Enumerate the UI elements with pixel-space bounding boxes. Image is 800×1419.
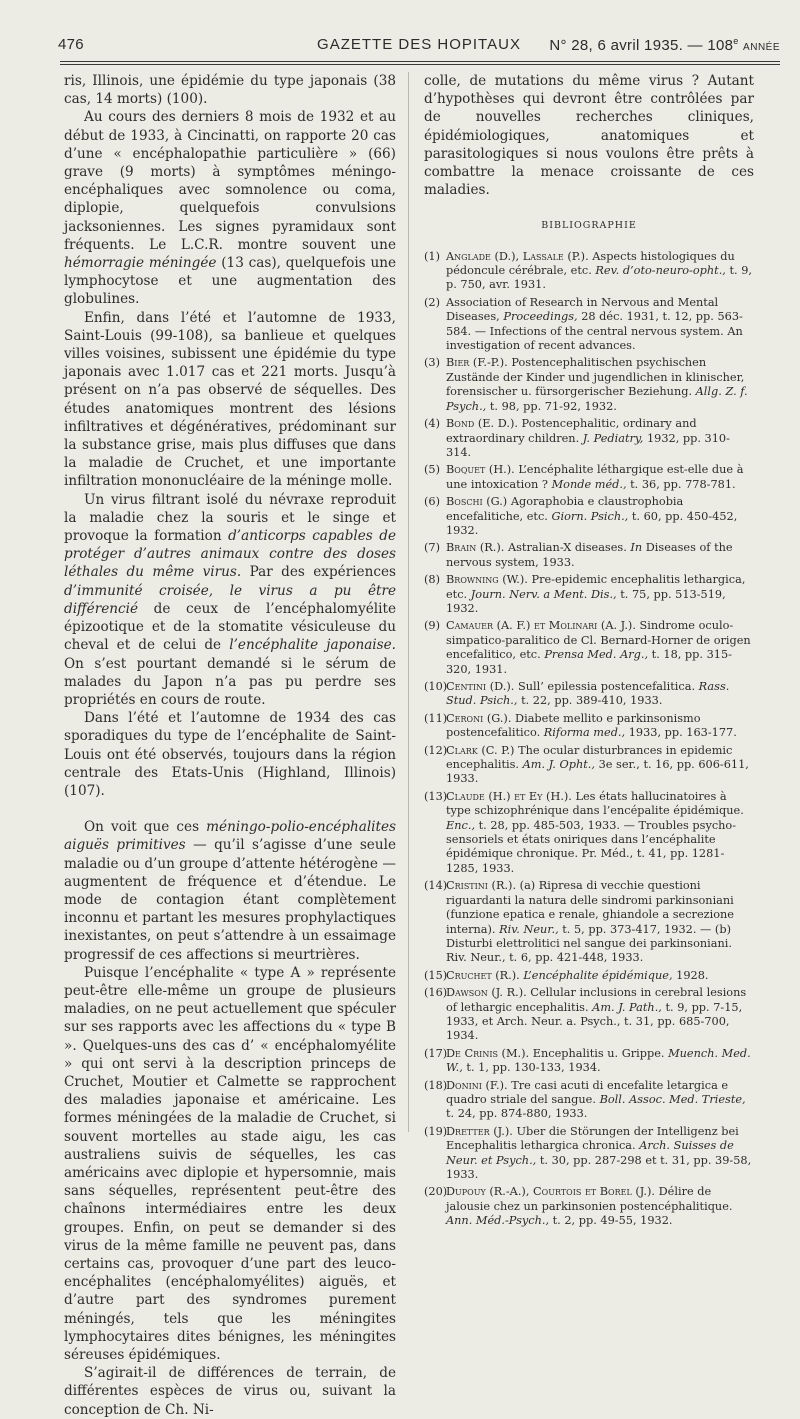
paragraph <box>64 818 396 964</box>
paragraph: colle, de mutations du même virus ? Autant d’hypothèses qui devront être contrôlées par de nouvelles recherches cliniques, épidémiologiques, anatomiques et parasitologiques si nous voulons être prêts à combattre la menace croissante de ces maladies. <box>424 73 754 199</box>
reference-source: Enc., <box>446 818 476 832</box>
emphasis: hémorragie méningée <box>64 255 217 272</box>
reference-source: Am. J. Path., <box>592 1000 662 1014</box>
reference-details: 1932, pp. 310-314. <box>446 431 730 459</box>
reference-title: Encephalitis u. Grippe. <box>532 1046 665 1060</box>
reference-details: 1928. <box>676 968 709 982</box>
reference-authors: Camauer (A. F.) et Molinari (A. J.). <box>446 619 636 633</box>
reference-item <box>424 417 754 460</box>
reference-item <box>424 356 754 414</box>
reference-item <box>424 619 754 677</box>
paragraph <box>64 491 396 709</box>
reference-authors: Cruchet (R.). <box>446 968 520 982</box>
reference-item <box>424 573 754 616</box>
reference-source: Am. J. Opht., <box>522 758 595 772</box>
reference-title: Postencephalitischen psychischen Zustände der Kinder und jugendlichen in klinischer, forensischer u. fürsorgerischer Beziehung. <box>446 356 745 399</box>
reference-number: (9) <box>424 619 441 633</box>
reference-title: Sindrome oculo-simpatico-paralitico de Cl. Bernard-Horner de origen encefalitico, etc. <box>446 619 751 662</box>
reference-authors: Brain (R.). <box>446 541 505 555</box>
reference-details: t. 1, pp. 130-133, 1934. <box>466 1061 601 1075</box>
reference-title: The ocular disturbrances in epidemic encephalitis. <box>446 743 733 772</box>
reference-source: Riv. Neur., <box>499 922 559 936</box>
reference-authors: Bier (F.-P.). <box>446 356 508 370</box>
reference-source: Giorn. Psich., <box>551 509 629 523</box>
reference-details: t. 24, pp. 874-880, 1933. <box>446 1107 588 1121</box>
reference-number: (10) <box>424 680 448 693</box>
paragraph <box>64 108 396 308</box>
emphasis: d’immunité croisée, le virus a pu être différencié <box>64 582 396 617</box>
reference-source: Ann. Méd.-Psych., <box>446 1214 550 1228</box>
reference-title: Astralian-X diseases. <box>507 541 627 555</box>
reference-list <box>424 250 754 1229</box>
reference-title: L’encéphalite léthargique est-elle due à une intoxication ? <box>446 463 744 491</box>
left-column <box>64 72 396 1419</box>
reference-number: (2) <box>424 295 441 309</box>
reference-authors: Boschi (G.) <box>446 495 508 509</box>
reference-details: t. 22, pp. 389-410, 1933. <box>521 694 663 708</box>
reference-number: (4) <box>424 417 441 431</box>
reference-item <box>424 250 754 293</box>
reference-item <box>424 879 754 965</box>
reference-authors: Anglade (D.), Lassale (P.). <box>446 249 589 263</box>
reference-source: Prensa Med. Arg., <box>544 648 649 662</box>
reference-authors: Claude (H.) et Ey (H.). <box>446 789 572 803</box>
reference-details: 3e ser., t. 16, pp. 606-611, 1933. <box>446 758 749 786</box>
reference-item <box>424 744 754 787</box>
text-run: On voit que ces <box>84 819 200 836</box>
reference-number: (13) <box>424 789 448 803</box>
reference-number: (20) <box>424 1185 448 1199</box>
reference-details: t. 5, pp. 373-417, 1932. — (b) Disturbi elettrolitici nel sangue dei parkinsoniani. Riv. Neur., t. 6, pp. 421-448, 1933. <box>446 922 732 965</box>
reference-item <box>424 463 754 492</box>
paragraph: Puisque l’encéphalite « type A » représente peut-être elle-même un groupe de plusieurs maladies, on ne peut actuellement que spéculer sur ses rapports avec les affections du « type B ». Quelques-uns des cas d’ « encéphalomyélite » qui ont servi à la description princeps de Cruchet, Moutier et Calmette se rapprochent des maladies japonaise et américaine. Les formes méningées de la maladie de Cruchet, si souvent mortelles au stade aigu, les cas australiens suivis de séquelles, les cas américains avec diplopie et hypersomnie, mais sans séquelles, représentent peut-être des chaînons intermédiaires entre les deux groupes. Enfin, on peut se demander si des virus de la même famille ne peuvent pas, dans certains cas, provoquer d’une part des leuco-encéphalites (encéphalomyélites) aiguës, et d’autre part des syndromes purement méningés, tels que les méningites lymphocytaires dites bénignes, les méningites séreuses épidémiques. <box>64 964 396 1364</box>
reference-title: (a) Ripresa di vecchie questioni riguardanti la natura delle sindromi parkinsoniani (funzione epatica e renale, ghiandole a secrezione interna). <box>446 879 734 936</box>
reference-details: t. 18, pp. 315-320, 1931. <box>446 648 732 676</box>
reference-title: Tre casi acuti di encefalite letargica e quadro striale del sangue. <box>446 1078 729 1106</box>
column-divider <box>408 72 409 1132</box>
reference-authors: Donini (F.). <box>446 1078 508 1092</box>
reference-number: (1) <box>424 249 441 263</box>
reference-item <box>424 1047 754 1076</box>
reference-source: Allg. Z. f. Psych., <box>446 385 748 413</box>
reference-title: Les états hallucinatoires à type schizophrénique dans l’encépalite épidémique. <box>446 789 744 818</box>
reference-authors: Dretter (J.). <box>446 1124 513 1138</box>
paragraph: ris, Illinois, une épidémie du type japonais (38 cas, 14 morts) (100). <box>64 73 396 108</box>
reference-number: (11) <box>424 711 448 725</box>
text-run: On s’est pourtant demandé si le sérum de malades du Japon n’a pas pu perdre ses propriétés en cours de route. <box>64 655 396 708</box>
reference-item <box>424 986 754 1044</box>
issue-suffix: e <box>733 36 739 46</box>
reference-source: Arch. Suisses de Neur. et Psych., <box>446 1139 734 1167</box>
running-header <box>58 36 780 58</box>
reference-authors: Bond (E. D.). <box>446 417 518 431</box>
reference-source: Boll. Assoc. Med. Trieste, <box>599 1092 746 1106</box>
header-rule-top <box>60 61 780 62</box>
reference-number: (17) <box>424 1046 448 1060</box>
reference-number: (3) <box>424 356 441 370</box>
reference-item <box>424 1125 754 1183</box>
reference-title: Sull’ epilessia postencefalitica. <box>517 680 696 693</box>
reference-source: Riforma med., <box>543 726 626 740</box>
text-run: de ceux de l’encéphalomyélite épizootique et de la stomatite vésiculeuse du cheval et de celui de <box>64 600 396 654</box>
reference-source: Proceedings, <box>503 310 578 324</box>
reference-details: t. 9, pp. 7-15, 1933, et Arch. Neur. a. Psych., t. 31, pp. 685-700, 1934. <box>446 1000 743 1043</box>
reference-item <box>424 1185 754 1228</box>
reference-details: t. 75, pp. 513-519, 1932. <box>446 587 726 615</box>
reference-item <box>424 680 754 709</box>
reference-authors: Ceroni (G.). <box>446 711 512 725</box>
paragraph: Dans l’été et l’automne de 1934 des cas sporadiques du type de l’encéphalite de Saint-Louis ont été observés, toujours dans la région centrale des Etats-Unis (Highland, Illinois) (107). <box>64 710 396 799</box>
reference-source: In <box>630 541 643 555</box>
reference-authors: De Crinis (M.). <box>446 1046 530 1060</box>
reference-authors: Dupouy (R.-A.), Courtois et Borel (J.). <box>446 1185 656 1199</box>
paragraph: S’agirait-il de différences de terrain, de différentes espèces de virus ou, suivant la conception de Ch. Ni- <box>64 1365 396 1418</box>
paragraph: Enfin, dans l’été et l’automne de 1933, Saint-Louis (99-108), sa banlieue et quelques villes voisines, subissent une épidémie du type japonais avec 1.017 cas et 221 morts. Jusqu’à présent on n’a pas observé de séquelles. Des études anatomiques montrent des lésions infiltratives et dégénératives, prédominant sur la substance grise, mais plus diffuses que dans la maladie de Cruchet, et une importante infiltration mononucléaire de la méninge molle. <box>64 309 396 490</box>
emphasis: d’anticorps capables de protéger d’autres animaux contre des doses léthales du même virus. <box>64 528 396 581</box>
reference-title: Pre-epidemic encephalitis lethargica, etc. <box>446 573 746 601</box>
issue-info <box>549 36 780 54</box>
text-run: Par des expériences <box>249 564 396 581</box>
reference-authors: Dawson (J. R.). <box>446 986 527 1000</box>
issue-date: N° 28, 6 avril 1935. — 108 <box>549 37 734 54</box>
text-run: Au cours des derniers 8 mois de 1932 et au début de 1933, à Cincinatti, on rapporte 20 cas d’une « encéphalopathie particulière » (66) grave (9 morts) à symptômes méningo-encéphaliques avec somnolence ou coma, diplopie, quelquefois convulsions jacksoniennes. Les signes pyramidaux sont fréquents. Le L.C.R. montre souvent une <box>64 109 396 253</box>
reference-item <box>424 495 754 538</box>
reference-details: t. 9, p. 750, avr. 1931. <box>446 264 752 292</box>
reference-authors: Cristini (R.). <box>446 879 517 893</box>
text-run: (13 cas), quelquefois une lymphocytose et une augmentation des globulines. <box>64 255 396 308</box>
journal-title: GAZETTE DES HOPITAUX <box>317 36 521 53</box>
header-rule-bottom <box>60 64 780 65</box>
emphasis: l’encéphalite japonaise. <box>229 637 396 654</box>
reference-item <box>424 969 754 983</box>
text-run: Un virus filtrant isolé du névraxe reproduit la maladie chez la souris et le singe et provoque la formation <box>64 491 396 545</box>
reference-details: t. 28, pp. 485-503, 1933. — Troubles psycho-sensoriels et états oniriques dans l’encéphalite épidémique chronique. Pr. Méd., t. 41, pp. 1281-1285, 1933. <box>446 818 737 875</box>
issue-annee: ANNÉE <box>743 42 780 53</box>
reference-details: t. 98, pp. 71-92, 1932. <box>489 399 617 413</box>
reference-details: 1933, pp. 163-177. <box>628 726 737 740</box>
reference-details: t. 60, pp. 450-452, 1932. <box>446 509 738 537</box>
reference-title: Diabete mellito e parkinsonismo postencefalitico. <box>446 711 701 740</box>
reference-authors: Clark (C. P.) <box>446 743 515 757</box>
reference-details: t. 36, pp. 778-781. <box>630 477 736 491</box>
reference-item <box>424 1079 754 1122</box>
reference-title: Uber die Störungen der Intelligenz bei Encephalitis lethargica chronica. <box>446 1124 739 1153</box>
reference-number: (18) <box>424 1078 448 1092</box>
emphasis: méningo-polio-encéphalites aiguës primitives <box>64 819 396 854</box>
reference-number: (14) <box>424 879 448 893</box>
reference-number: (19) <box>424 1124 448 1138</box>
reference-title: Agoraphobia e claustrophobia encefalitiche, etc. <box>446 495 684 523</box>
reference-details: 28 déc. 1931, t. 12, pp. 563-584. — Infections of the central nervous system. An investigation of recent advances. <box>446 310 743 353</box>
reference-title: Délire de jalousie chez un parkinsonien postencéphalitique. <box>446 1185 733 1213</box>
reference-authors: Boquet (H.). <box>446 463 515 477</box>
reference-details: Diseases of the nervous system, 1933. <box>446 541 733 569</box>
reference-source: Muench. Med. W., <box>446 1046 751 1075</box>
reference-source: J. Pediatry, <box>582 431 644 445</box>
reference-source: Monde méd., <box>551 477 627 491</box>
reference-title: Association of Research in Nervous and Mental Diseases, <box>446 295 719 324</box>
reference-item <box>424 790 754 876</box>
reference-item <box>424 296 754 354</box>
reference-item <box>424 541 754 570</box>
reference-number: (6) <box>424 495 441 509</box>
reference-source: L’encéphalite épidémique, <box>523 968 673 982</box>
reference-number: (5) <box>424 463 441 477</box>
reference-details: t. 2, pp. 49-55, 1932. <box>552 1214 673 1228</box>
reference-number: (8) <box>424 573 441 587</box>
reference-number: (12) <box>424 743 448 757</box>
reference-details: t. 30, pp. 287-298 et t. 31, pp. 39-58, 1933. <box>446 1153 752 1181</box>
reference-source: Journ. Nerv. a Ment. Dis., <box>470 587 617 601</box>
reference-number: (7) <box>424 541 441 555</box>
reference-authors: Browning (W.). <box>446 573 528 587</box>
reference-number: (16) <box>424 986 448 1000</box>
page-number: 476 <box>58 36 84 53</box>
reference-title: Aspects histologiques du pédoncule cérébrale, etc. <box>446 249 735 278</box>
reference-source: Rass. Stud. Psich., <box>446 680 730 708</box>
reference-title: Cellular inclusions in cerebral lesions of lethargic encephalitis. <box>446 986 747 1014</box>
reference-authors: Centini (D.). <box>446 680 515 693</box>
reference-source: Rev. d’oto-neuro-opht., <box>595 264 726 278</box>
reference-number: (15) <box>424 968 448 982</box>
text-run: — qu’il s’agisse d’une seule maladie ou d’un groupe d’attente hétérogène — augmentent de fréquence et d’étendue. Le mode de contagion étant complètement inconnu et partant les mesures prophylactiques inexistantes, on peut s’attendre à un essaimage progressif de ces affections si meurtrières. <box>64 837 396 963</box>
reference-title: Postencephalitic, ordinary and extraordinary children. <box>446 417 697 445</box>
right-column <box>424 72 754 1232</box>
reference-item <box>424 712 754 741</box>
bibliography-heading: BIBLIOGRAPHIE <box>541 220 637 232</box>
